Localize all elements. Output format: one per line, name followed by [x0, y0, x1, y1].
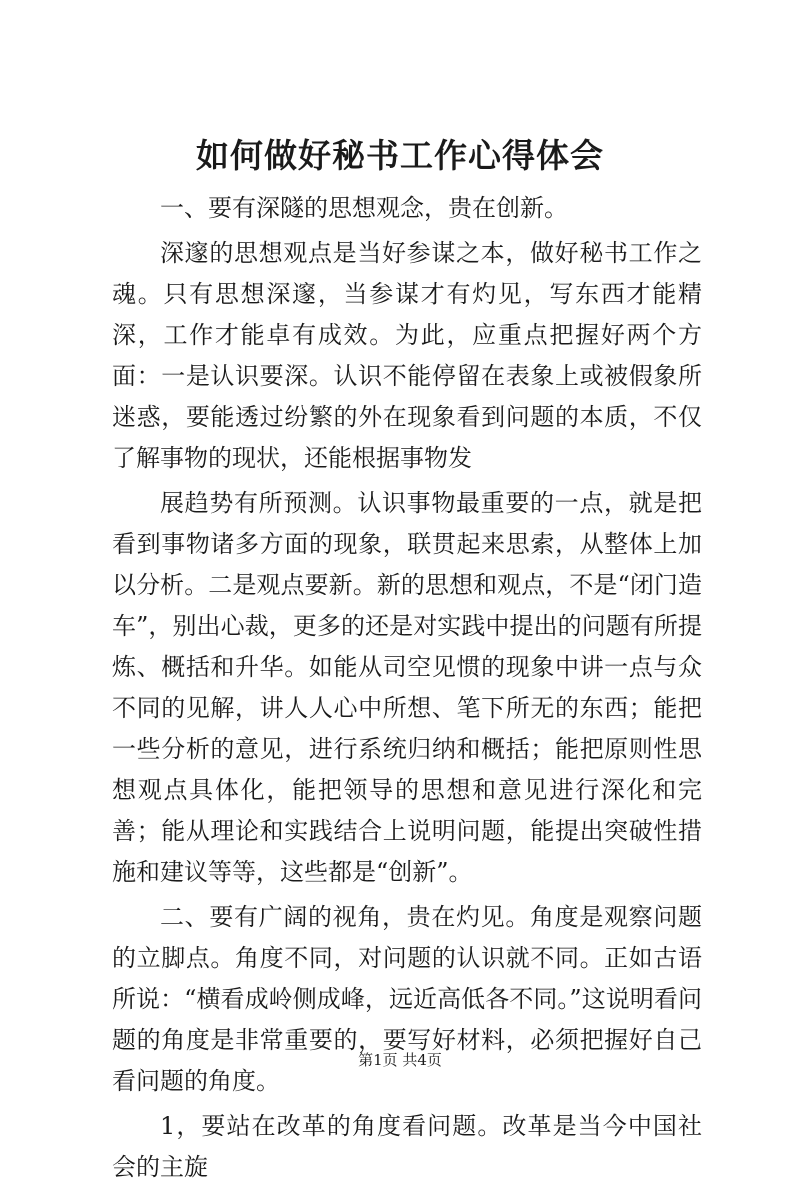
paragraph-heading-2: 二、要有广阔的视角，贵在灼见。角度是观察问题的立脚点。角度不同，对问题的认识就不同。正如古语所说：“横看成岭侧成峰，远近高低各不同。”这说明看问题的角度是非常重要的，要写好材料，必须把握好自己看问题的角度。: [112, 903, 702, 1095]
paragraph: 深邃的思想观点是当好参谋之本，做好秘书工作之魂。只有思想深邃，当参谋才有灼见，写东西才能精深，工作才能卓有成效。为此，应重点把握好两个方面：一是认识要深。认识不能停留在表象上或被假象所迷惑，要能透过纷繁的外在现象看到问题的本质，不仅了解事物的现状，还能根据事物发: [112, 239, 702, 472]
document-title: 如何做好秘书工作心得体会: [196, 136, 604, 175]
page-number-footer: 第1页 共4页: [358, 1051, 442, 1069]
paragraph-heading-1: 一、要有深隧的思想观念，贵在创新。: [160, 194, 568, 222]
paragraph: 1，要站在改革的角度看问题。改革是当今中国社会的主旋: [112, 1112, 702, 1181]
document-body: [112, 188, 702, 1188]
paragraph: 展趋势有所预测。认识事物最重要的一点，就是把看到事物诸多方面的现象，联贯起来思索，从整体上加以分析。二是观点要新。新的思想和观点，不是“闭门造车”，别出心裁，更多的还是对实践中提出的问题有所提炼、概括和升华。如能从司空见惯的现象中讲一点与众不同的见解，讲人人心中所想、笔下所无的东西；能把一些分析的意见，进行系统归纳和概括；能把原则性思想观点具体化，能把领导的思想和意见进行深化和完善；能从理论和实践结合上说明问题，能提出突破性措施和建议等等，这些都是“创新”。: [112, 489, 702, 886]
